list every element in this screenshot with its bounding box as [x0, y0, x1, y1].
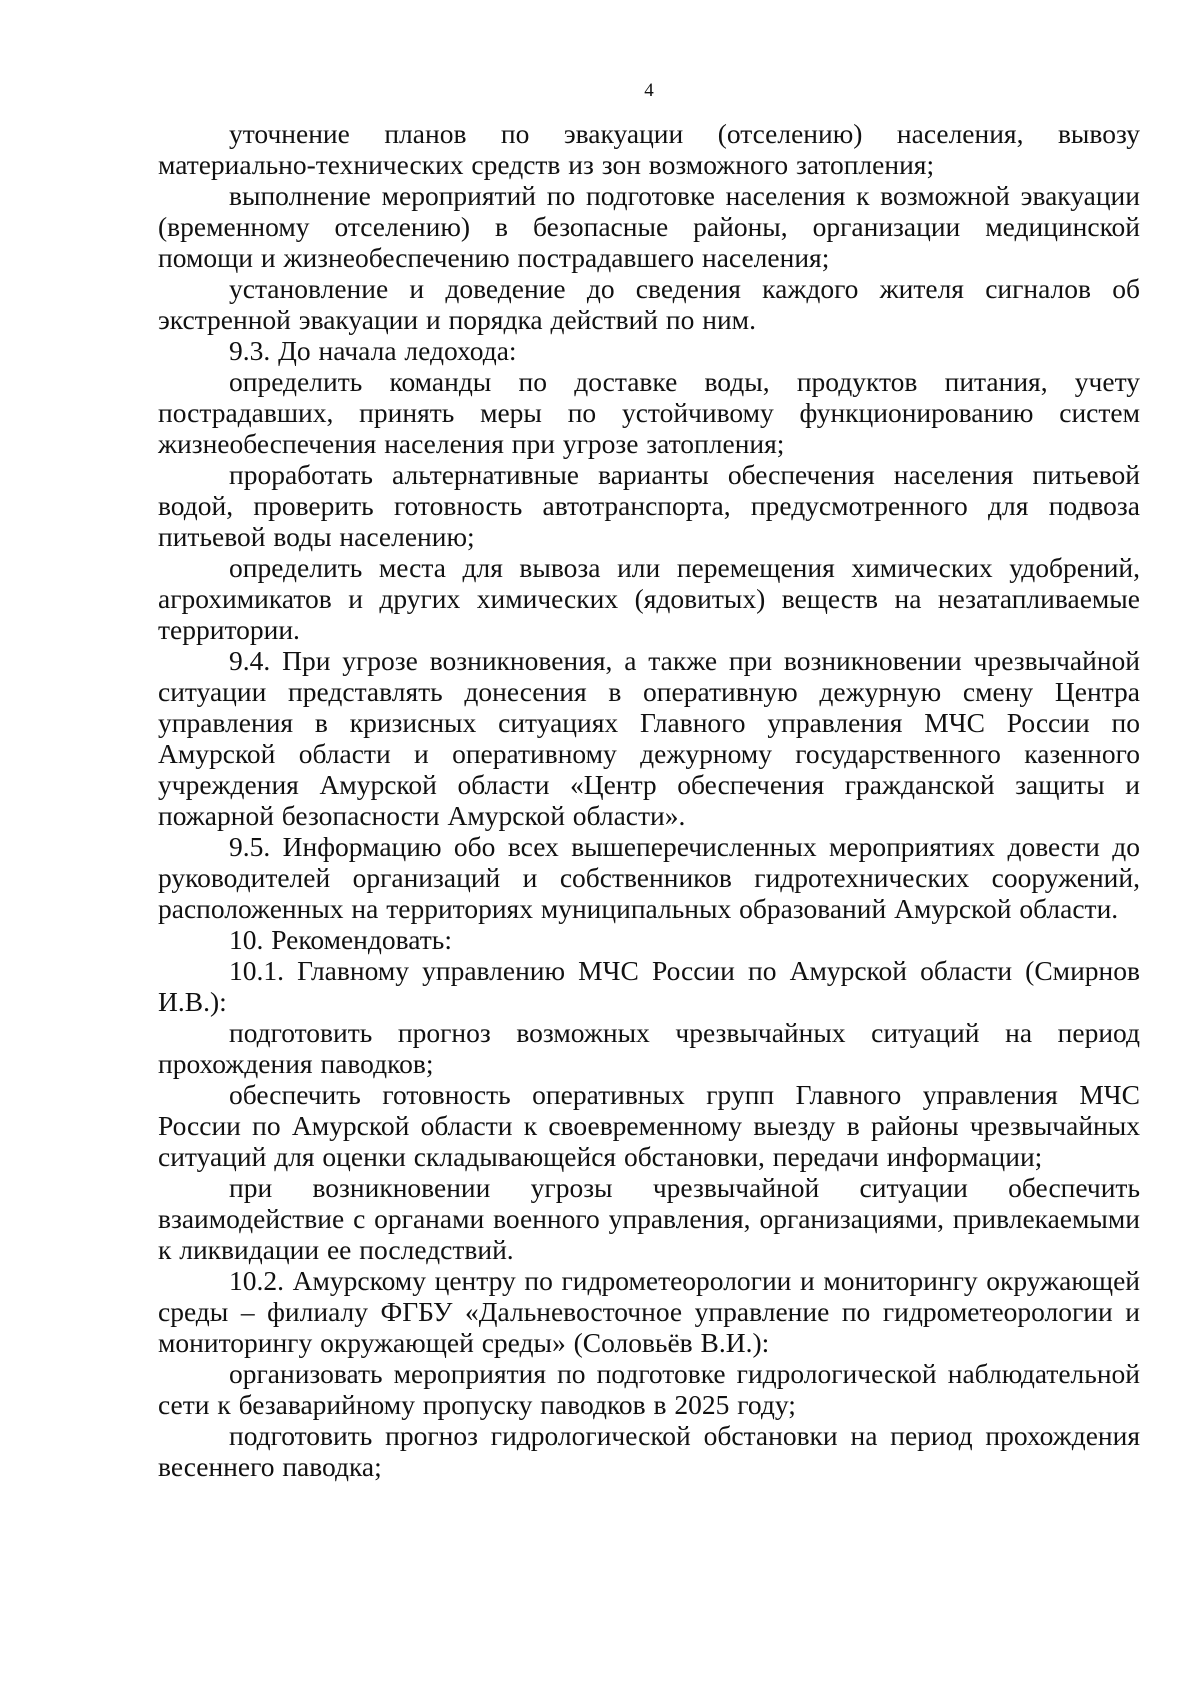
paragraph-operational-groups: обеспечить готовность оперативных групп Главного управления МЧС России по Амурской области к своевременному выезду в районы чрезвычайных ситуаций для оценки складывающейся обстановки, передачи информации;	[158, 1079, 1140, 1172]
paragraph-forecast-emergencies: подготовить прогноз возможных чрезвычайных ситуаций на период прохождения паводков;	[158, 1017, 1140, 1079]
paragraph-10-recommend: 10. Рекомендовать:	[229, 924, 452, 955]
paragraph-9-5-information: 9.5. Информацию обо всех вышеперечисленных мероприятиях довести до руководителей организаций и собственников гидротехнических сооружений, расположенных на территориях муниципальных образований Амурской области.	[158, 831, 1140, 924]
paragraph-evacuation-signals: установление и доведение до сведения каждого жителя сигналов об экстренной эвакуации и порядка действий по ним.	[158, 273, 1140, 335]
paragraph-10-1-mchs: 10.1. Главному управлению МЧС России по Амурской области (Смирнов И.В.):	[158, 955, 1140, 1017]
paragraph-10-2-hydromet: 10.2. Амурскому центру по гидрометеорологии и мониторингу окружающей среды – филиалу ФГБУ «Дальневосточное управление по гидрометеорологии и мониторингу окружающей среды» (Соловьёв В.И.):	[158, 1265, 1140, 1358]
paragraph-9-4-reports: 9.4. При угрозе возникновения, а также при возникновении чрезвычайной ситуации представлять донесения в оперативную дежурную смену Центра управления в кризисных ситуациях Главного управления МЧС России по Амурской области и оперативному дежурному государственного казенного учреждения Амурской области «Центр обеспечения гражданской защиты и пожарной безопасности Амурской области».	[158, 645, 1140, 831]
paragraph-military-interaction: при возникновении угрозы чрезвычайной ситуации обеспечить взаимодействие с органами военного управления, организациями, привлекаемыми к ликвидации ее последствий.	[158, 1172, 1140, 1265]
paragraph-evacuation-preparation: выполнение мероприятий по подготовке населения к возможной эвакуации (временному отселению) в безопасные районы, организации медицинской помощи и жизнеобеспечению пострадавшего населения;	[158, 180, 1140, 273]
paragraph-evacuation-plans: уточнение планов по эвакуации (отселению) населения, вывозу материально-технических средств из зон возможного затопления;	[158, 118, 1140, 180]
paragraph-observation-network: организовать мероприятия по подготовке гидрологической наблюдательной сети к безаварийному пропуску паводков в 2025 году;	[158, 1358, 1140, 1420]
paragraph-flood-forecast: подготовить прогноз гидрологической обстановки на период прохождения весеннего паводка;	[158, 1420, 1140, 1482]
paragraph-supply-teams: определить команды по доставке воды, продуктов питания, учету пострадавших, принять меры по устойчивому функционированию систем жизнеобеспечения населения при угрозе затопления;	[158, 366, 1140, 459]
paragraph-9-3-heading: 9.3. До начала ледохода:	[229, 335, 517, 366]
paragraph-chemicals-relocation: определить места для вывоза или перемещения химических удобрений, агрохимикатов и других химических (ядовитых) веществ на незатапливаемые территории.	[158, 552, 1140, 645]
paragraph-drinking-water: проработать альтернативные варианты обеспечения населения питьевой водой, проверить готовность автотранспорта, предусмотренного для подвоза питьевой воды населению;	[158, 459, 1140, 552]
page-number: 4	[644, 80, 654, 101]
